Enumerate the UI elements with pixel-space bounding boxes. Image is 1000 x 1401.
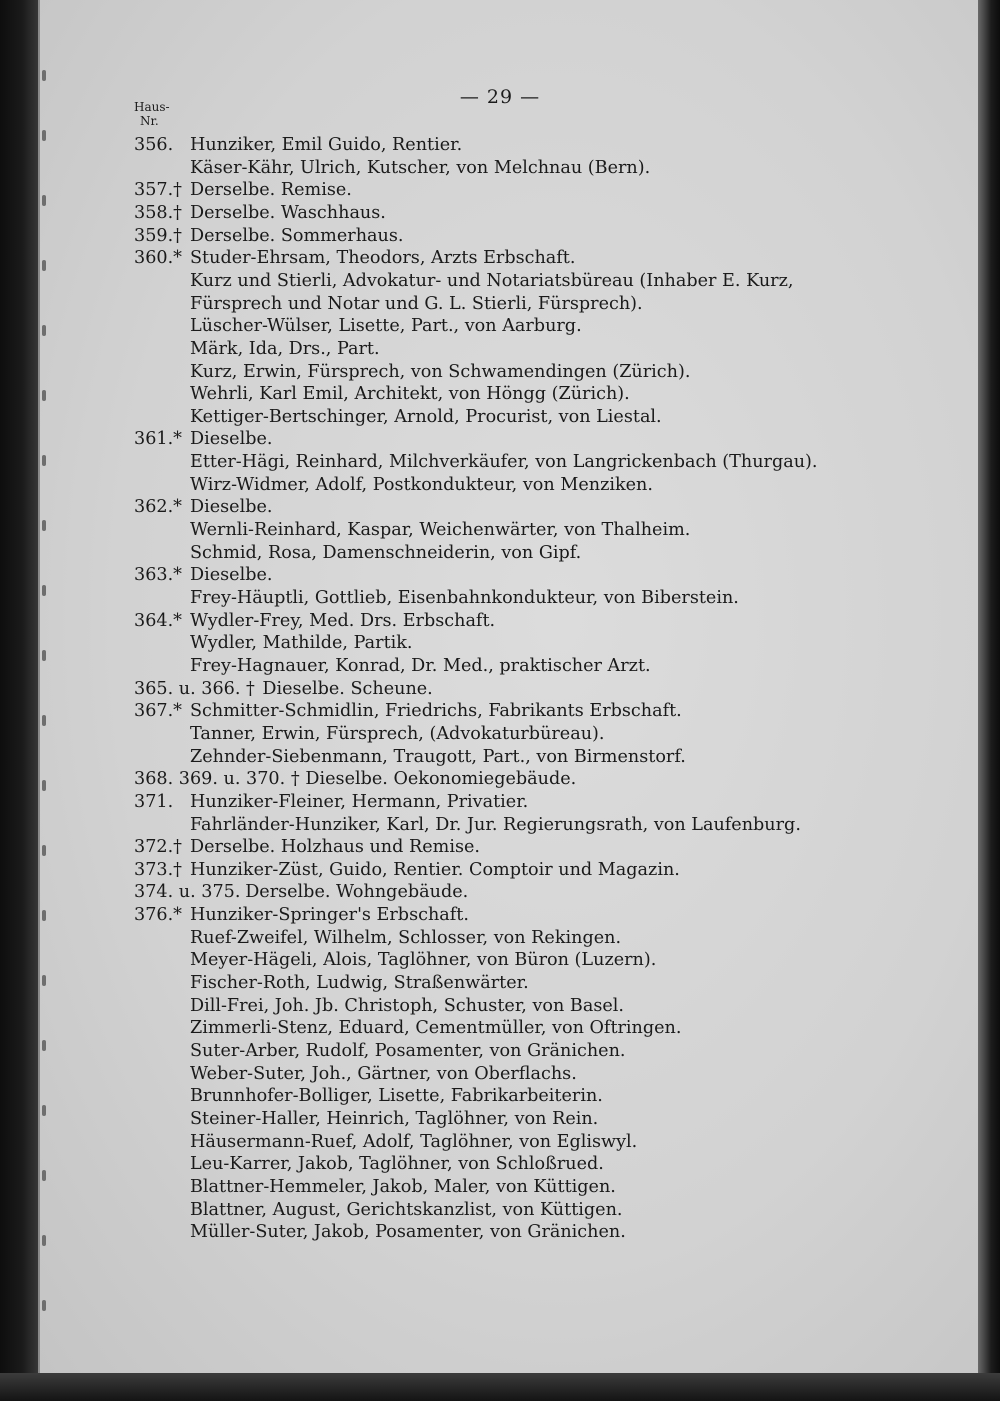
directory-line — [0, 746, 1000, 769]
entry-text: Fahrländer-Hunziker, Karl, Dr. Jur. Regierungsrath, von Laufenburg. — [190, 814, 801, 835]
directory-line — [0, 428, 1000, 451]
entry-text: Wydler-Frey, Med. Drs. Erbschaft. — [190, 610, 496, 631]
entry-text: Derselbe. Holzhaus und Remise. — [190, 837, 480, 858]
scan-bottom-edge — [0, 1373, 1000, 1401]
entry-text: Derselbe. Sommerhaus. — [190, 225, 404, 246]
directory-line — [0, 632, 1000, 655]
column-header-line1: Haus- — [134, 100, 170, 114]
entry-text: Blattner, August, Gerichtskanzlist, von Küttigen. — [190, 1199, 623, 1220]
entry-text: Ruef-Zweifel, Wilhelm, Schlosser, von Rekingen. — [190, 927, 622, 948]
entry-text: Häusermann-Ruef, Adolf, Taglöhner, von Egliswyl. — [190, 1131, 638, 1152]
directory-line — [0, 972, 1000, 995]
house-number: 356. — [134, 135, 174, 155]
entry-text: Meyer-Hägeli, Alois, Taglöhner, von Büron (Luzern). — [190, 950, 657, 971]
directory-line — [0, 1199, 1000, 1222]
directory-line — [0, 791, 1000, 814]
house-number: 364.* — [134, 610, 182, 631]
directory-line — [0, 1221, 1000, 1244]
house-number: 358.† — [134, 202, 182, 223]
entry-text: Wernli-Reinhard, Kaspar, Weichenwärter, von Thalheim. — [190, 520, 691, 541]
entry-text: Derselbe. Wohngebäude. — [245, 882, 469, 903]
entry-text: Kurz und Stierli, Advokatur- und Notariatsbüreau (Inhaber E. Kurz, — [190, 270, 794, 291]
entry-text: Dill-Frei, Joh. Jb. Christoph, Schuster, von Basel. — [190, 995, 625, 1016]
directory-line — [0, 179, 1000, 202]
entry-text: Zehnder-Siebenmann, Traugott, Part., von Birmenstorf. — [190, 746, 686, 767]
entry-text: Suter-Arber, Rudolf, Posamenter, von Gränichen. — [190, 1041, 626, 1061]
directory-line — [0, 995, 1000, 1018]
entry-text: Hunziker-Züst, Guido, Rentier. Comptoir und Magazin. — [190, 859, 680, 880]
entry-text: Schmitter-Schmidlin, Friedrichs, Fabrikants Erbschaft. — [190, 701, 682, 722]
entry-text: Derselbe. Waschhaus. — [190, 202, 386, 223]
entry-text: Zimmerli-Stenz, Eduard, Cementmüller, von Oftringen. — [190, 1018, 682, 1039]
entry-text: Kettiger-Bertschinger, Arnold, Procurist, von Liestal. — [190, 406, 662, 427]
directory-line — [0, 927, 1000, 950]
directory-line — [0, 1085, 1000, 1108]
directory-line — [0, 474, 1000, 497]
house-number: 368. 369. u. 370. † — [134, 769, 300, 790]
entry-text: Hunziker-Fleiner, Hermann, Privatier. — [190, 791, 529, 812]
directory-line — [0, 247, 1000, 270]
directory-line — [0, 1063, 1000, 1086]
column-header — [134, 100, 170, 128]
directory-line — [0, 542, 1000, 565]
house-number: 371. — [134, 791, 174, 812]
directory-line — [0, 1108, 1000, 1131]
entry-text: Dieselbe. — [190, 497, 273, 518]
directory-line — [0, 904, 1000, 927]
directory-line — [0, 270, 1000, 293]
house-number: 373.† — [134, 859, 182, 880]
directory-line — [0, 836, 1000, 859]
entry-text: Wirz-Widmer, Adolf, Postkondukteur, von Menziken. — [190, 474, 653, 495]
directory-line — [0, 587, 1000, 610]
entry-text: Tanner, Erwin, Fürsprech, (Advokaturbüreau). — [190, 723, 605, 744]
directory-line — [0, 881, 1000, 904]
directory-line — [0, 678, 1000, 701]
entry-text: Käser-Kähr, Ulrich, Kutscher, von Melchnau (Bern). — [190, 157, 651, 178]
entry-text: Wehrli, Karl Emil, Architekt, von Höngg (Zürich). — [190, 384, 630, 405]
directory-line — [0, 1040, 1000, 1063]
entry-text: Frey-Hagnauer, Konrad, Dr. Med., praktischer Arzt. — [190, 655, 651, 676]
house-number: 362.* — [134, 497, 182, 518]
directory-line — [0, 700, 1000, 723]
entry-text: Hunziker, Emil Guido, Rentier. — [190, 135, 463, 155]
directory-line — [0, 1153, 1000, 1176]
directory-line — [0, 157, 1000, 180]
entry-text: Müller-Suter, Jakob, Posamenter, von Gränichen. — [190, 1222, 626, 1243]
house-number: 361.* — [134, 429, 182, 450]
entry-text: Derselbe. Remise. — [190, 180, 352, 201]
house-number: 376.* — [134, 905, 182, 926]
directory-line — [0, 134, 1000, 157]
directory-line — [0, 451, 1000, 474]
directory-line — [0, 383, 1000, 406]
house-number: 367.* — [134, 701, 182, 722]
directory-line — [0, 655, 1000, 678]
house-number: 363.* — [134, 565, 182, 586]
house-number: 374. u. 375. — [134, 882, 241, 903]
directory-line — [0, 859, 1000, 882]
directory-line — [0, 723, 1000, 746]
page-number: — 29 — — [459, 86, 541, 108]
directory-line — [0, 361, 1000, 384]
entry-text: Dieselbe. Oekonomiegebäude. — [305, 769, 577, 790]
directory-line — [0, 814, 1000, 837]
directory-line — [0, 315, 1000, 338]
house-number: 359.† — [134, 225, 182, 246]
entry-text: Etter-Hägi, Reinhard, Milchverkäufer, von Langrickenbach (Thurgau). — [190, 452, 818, 473]
entry-text: Weber-Suter, Joh., Gärtner, von Oberflachs. — [190, 1063, 577, 1084]
entry-text: Fürsprech und Notar und G. L. Stierli, Fürsprech). — [190, 293, 643, 314]
directory-line — [0, 519, 1000, 542]
entry-text: Schmid, Rosa, Damenschneiderin, von Gipf. — [190, 542, 582, 563]
column-header-line2: Nr. — [140, 114, 159, 128]
house-number: 365. u. 366. † — [134, 678, 255, 699]
house-number: 357.† — [134, 180, 182, 201]
entry-text: Dieselbe. — [190, 429, 273, 450]
binding-stitch — [42, 70, 46, 81]
entry-text: Dieselbe. — [190, 565, 273, 586]
directory-line — [0, 225, 1000, 248]
binding-stitch — [42, 1300, 46, 1311]
directory-line — [0, 338, 1000, 361]
entry-text: Studer-Ehrsam, Theodors, Arzts Erbschaft. — [190, 248, 576, 269]
directory-line — [0, 949, 1000, 972]
entry-text: Frey-Häuptli, Gottlieb, Eisenbahnkondukteur, von Biberstein. — [190, 588, 739, 608]
directory-line — [0, 768, 1000, 791]
directory-line — [0, 564, 1000, 587]
entry-text: Leu-Karrer, Jakob, Taglöhner, von Schloßrued. — [190, 1154, 604, 1175]
entry-text: Fischer-Roth, Ludwig, Straßenwärter. — [190, 973, 529, 994]
directory-line — [0, 1131, 1000, 1154]
entry-text: Kurz, Erwin, Fürsprech, von Schwamendingen (Zürich). — [190, 361, 691, 382]
directory-line — [0, 406, 1000, 429]
entry-text: Hunziker-Springer's Erbschaft. — [190, 905, 469, 926]
directory-line — [0, 202, 1000, 225]
entry-text: Brunnhofer-Bolliger, Lisette, Fabrikarbeiterin. — [190, 1086, 603, 1107]
directory-line — [0, 1017, 1000, 1040]
entry-text: Lüscher-Wülser, Lisette, Part., von Aarburg. — [190, 316, 582, 337]
entry-text: Steiner-Haller, Heinrich, Taglöhner, von Rein. — [190, 1108, 599, 1129]
directory-line — [0, 610, 1000, 633]
entry-text: Märk, Ida, Drs., Part. — [190, 338, 380, 359]
directory-line — [0, 496, 1000, 519]
house-number: 372.† — [134, 837, 182, 858]
directory-line — [0, 293, 1000, 316]
house-number: 360.* — [134, 248, 182, 269]
directory-line — [0, 1176, 1000, 1199]
entry-text: Blattner-Hemmeler, Jakob, Maler, von Küttigen. — [190, 1176, 616, 1197]
entry-text: Wydler, Mathilde, Partik. — [190, 633, 413, 654]
entry-text: Dieselbe. Scheune. — [262, 678, 433, 699]
